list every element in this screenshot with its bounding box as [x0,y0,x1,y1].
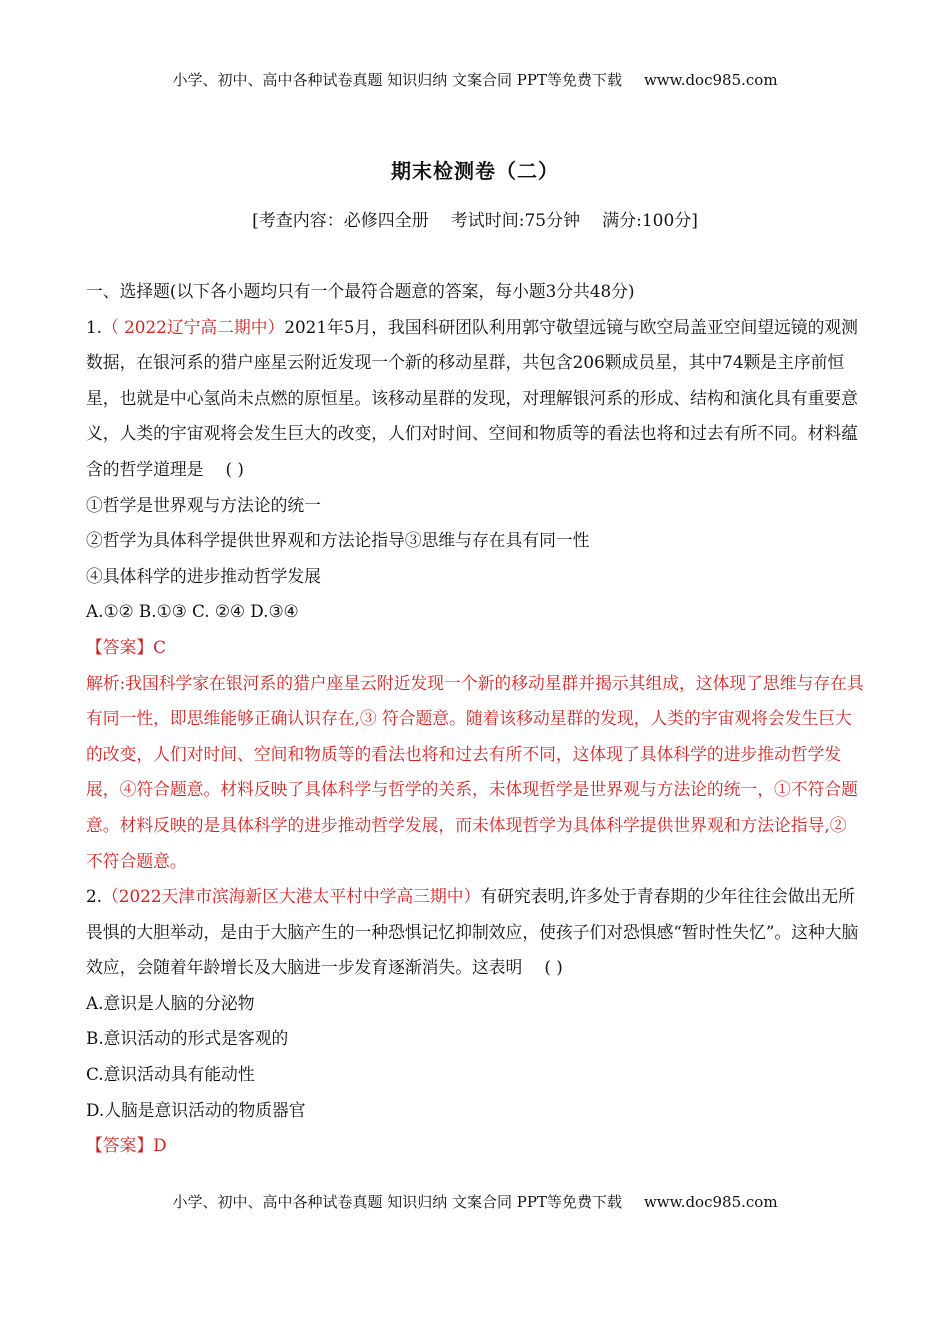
header-site-link[interactable]: www.doc985.com [643,71,778,89]
page-header [0,69,950,90]
exam-content: [考查内容：必修四全册 [252,211,429,231]
question-source: （2022天津市滨海新区大港太平村中学高三期中） [102,886,481,907]
question-2-option-b: B.意识活动的形式是客观的 [86,1028,289,1049]
question-1-answer [86,630,868,666]
question-number: 2. [86,886,103,907]
answer-value: C [153,636,166,657]
exam-time: 考试时间:75分钟 [450,211,581,231]
question-2-stem [86,879,868,986]
exam-body [86,274,868,1164]
question-number: 1. [86,316,103,337]
question-text: 有研究表明,许多处于青春期的少年往往会做出无所畏惧的大胆举动，是由于大脑产生的一种恐惧记忆抑制效应，使孩子们对恐惧感“暂时性失忆”。这种大脑效应，会随着年龄增长及大脑进一步发育逐渐消失。这表明 [86,886,859,978]
question-text: 2021年5月，我国科研团队利用郭守敬望远镜与欧空局盖亚空间望远镜的观测数据，在银河系的猎户座星云附近发现一个新的移动星群，共包含206颗成员星，其中74颗是主序前恒星，也就是中心氢尚未点燃的原恒星。该移动星群的发现，对理解银河系的形成、结构和演化具有重要意义，人类的宇宙观将会发生巨大的改变，人们对时间、空间和物质等的看法也将和过去有所不同。材料蕴含的哲学道理是 [86,316,858,479]
exam-score: 满分:100分] [602,211,698,231]
answer-blank: ( ) [544,957,563,978]
question-2-option-c: C.意识活动具有能动性 [86,1064,255,1085]
exam-info [0,206,950,231]
page-title: 期末检测卷（二） [391,159,559,183]
answer-value: D [153,1135,167,1156]
page-footer [0,1191,950,1212]
answer-label: 【答案】 [86,636,154,657]
question-2-option-a: A.意识是人脑的分泌物 [86,992,255,1013]
footer-text: 小学、初中、高中各种试卷真题 知识归纳 文案合同 PPT等免费下载 [172,1193,622,1211]
question-1-option-1: ①哲学是世界观与方法论的统一 [86,494,321,515]
answer-label: 【答案】 [86,1135,154,1156]
footer-site-link[interactable]: www.doc985.com [643,1193,778,1211]
answer-blank: ( ) [225,458,244,479]
section-heading: 一、选择题(以下各小题均只有一个最符合题意的答案，每小题3分共48分) [86,281,635,301]
question-2-answer [86,1128,868,1164]
question-1-choices: A.①② B.①③ C. ②④ D.③④ [86,601,299,622]
question-2-option-d: D.人脑是意识活动的物质器官 [86,1099,306,1120]
question-1-stem [86,310,868,488]
question-1-explanation: 解析:我国科学家在银河系的猎户座星云附近发现一个新的移动星群并揭示其组成，这体现了思维与存在具有同一性，即思维能够正确认识存在,③ 符合题意。随着该移动星群的发现，人类的宇宙观将会发生巨大的改变，人们对时间、空间和物质等的看法也将和过去有所不同，这体现了具体科学的进步推动哲学发展，④符合题意。材料反映了具体科学与哲学的关系，未体现哲学是世界观与方法论的统一，①不符合题意。材料反映的是具体科学的进步推动哲学发展，而未体现哲学为具体科学提供世界观和方法论指导,② 不符合题意。 [86,672,864,871]
question-1-option-4: ④具体科学的进步推动哲学发展 [86,565,321,586]
question-source: （ 2022辽宁高二期中） [102,316,285,337]
header-text: 小学、初中、高中各种试卷真题 知识归纳 文案合同 PPT等免费下载 [172,71,622,89]
question-1-option-2-3: ②哲学为具体科学提供世界观和方法论指导③思维与存在具有同一性 [86,530,590,551]
